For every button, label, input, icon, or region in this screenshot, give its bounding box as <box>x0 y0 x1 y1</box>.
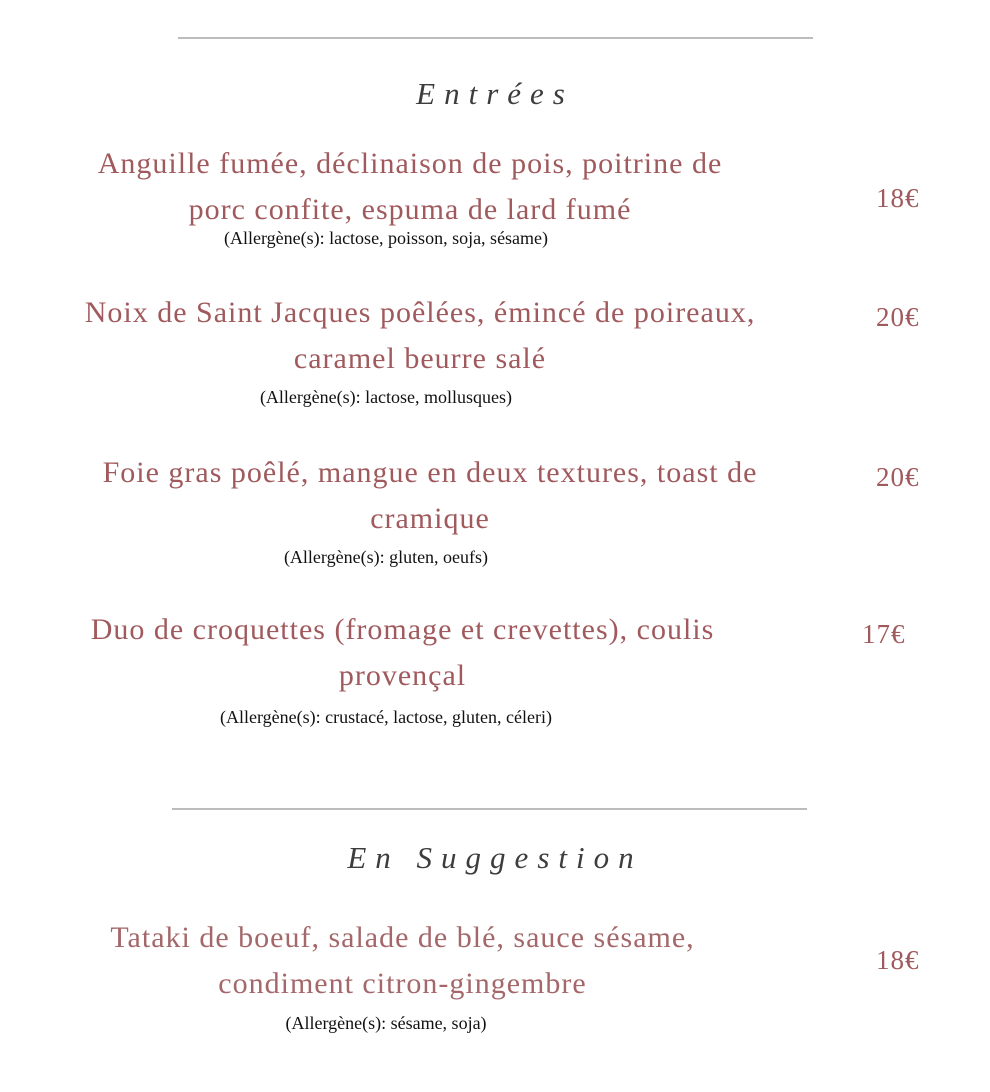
dish-name-line: Tataki de boeuf, salade de blé, sauce sésame, <box>110 921 695 954</box>
allergen-info: (Allergène(s): gluten, oeufs) <box>283 547 489 567</box>
dish-price: 18€ <box>876 945 920 975</box>
dish-name <box>40 290 800 382</box>
allergen-info: (Allergène(s): sésame, soja) <box>285 1013 487 1033</box>
divider-middle <box>172 808 807 810</box>
dish-price: 20€ <box>876 302 920 332</box>
dish-name <box>40 607 765 699</box>
dish-name <box>40 141 780 233</box>
dish-price: 17€ <box>862 619 906 649</box>
allergen-info: (Allergène(s): lactose, mollusques) <box>259 387 513 407</box>
dish-price: 18€ <box>876 183 920 213</box>
dish-name-line: caramel beurre salé <box>293 342 547 375</box>
dish-price: 20€ <box>876 462 920 492</box>
divider-top <box>178 37 813 39</box>
dish-name-line: Anguille fumée, déclinaison de pois, poitrine de <box>97 147 723 180</box>
dish-name-line: provençal <box>338 659 467 692</box>
section-title-suggestion: En Suggestion <box>347 840 643 875</box>
section-title-entrees: Entrées <box>416 76 574 111</box>
allergen-info: (Allergène(s): lactose, poisson, soja, sésame) <box>223 228 549 248</box>
dish-name-line: Foie gras poêlé, mangue en deux textures, toast de <box>102 456 758 489</box>
allergen-info: (Allergène(s): crustacé, lactose, gluten, céleri) <box>219 707 552 727</box>
dish-name-line: condiment citron-gingembre <box>218 967 587 1000</box>
dish-name-line: porc confite, espuma de lard fumé <box>188 193 632 226</box>
dish-name <box>40 915 765 1007</box>
dish-name-line: Noix de Saint Jacques poêlées, émincé de poireaux, <box>84 296 756 329</box>
dish-name-line: Duo de croquettes (fromage et crevettes), coulis <box>90 613 715 646</box>
dish-name-line: cramique <box>370 502 490 535</box>
dish-name <box>60 450 800 542</box>
